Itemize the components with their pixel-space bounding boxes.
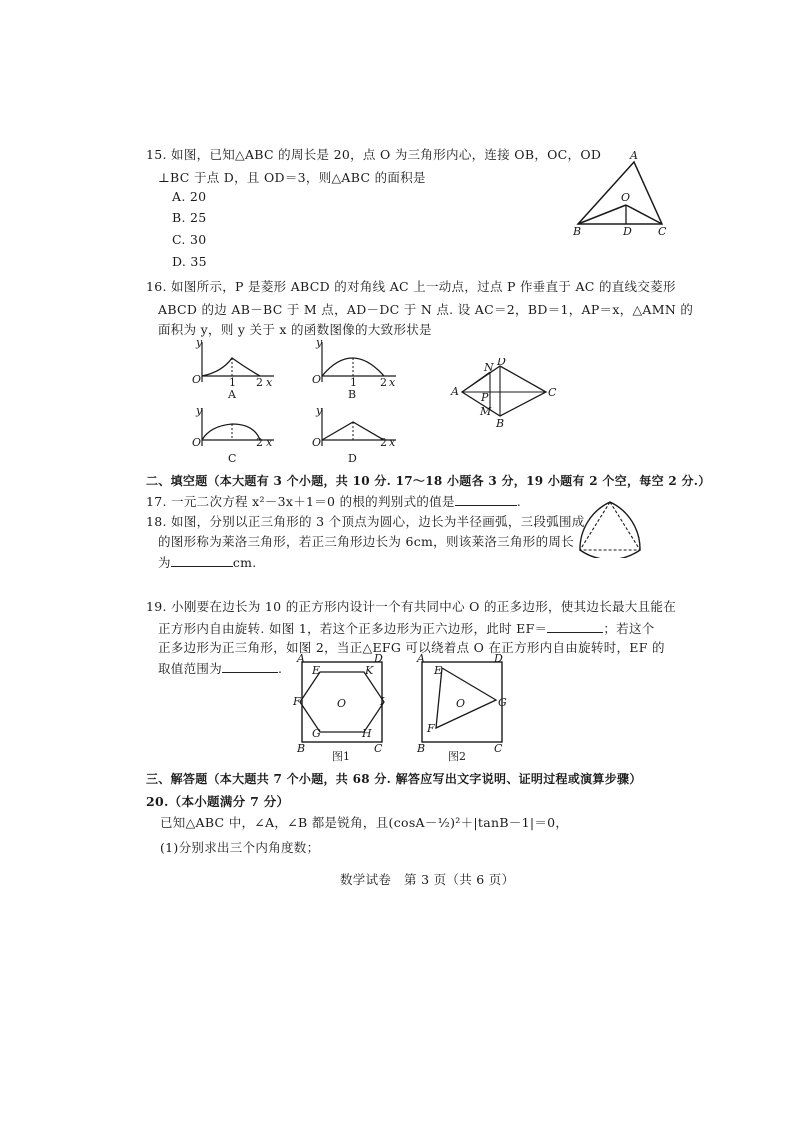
section2-heading: 二、填空题（本大题有 3 个小题，共 10 分. 17～18 小题各 3 分，19 小题有 2 个空，每空 2 分.） (146, 474, 711, 488)
q15-label-a: A (630, 149, 638, 162)
q19-line2-prefix: 正方形内自由旋转. 如图 1，若这个正多边形为正六边形，此时 EF＝ (158, 621, 548, 636)
q19-answer-blank-1[interactable] (547, 620, 603, 633)
q16-graph-d (308, 404, 403, 466)
q15-line2: ⊥BC 于点 D，且 OD＝3，则△ABC 的面积是 (158, 170, 426, 185)
svg-text:K: K (365, 664, 374, 677)
svg-text:y: y (316, 338, 323, 349)
svg-text:C: C (374, 742, 383, 755)
svg-text:1: 1 (350, 376, 357, 389)
svg-text:2: 2 (256, 376, 263, 389)
svg-text:2: 2 (256, 436, 263, 449)
svg-text:O: O (192, 373, 202, 386)
svg-text:D: D (494, 652, 503, 665)
q16-graph-b (308, 338, 403, 400)
svg-text:F: F (293, 695, 301, 708)
q19-line4-prefix: 取值范围为 (158, 661, 223, 676)
q15-option-a: A. 20 (172, 189, 207, 204)
q16-line1: 16. 如图所示，P 是菱形 ABCD 的对角线 AC 上一动点，过点 P 作垂直于 AC 的直线交菱形 (146, 279, 676, 294)
svg-text:y: y (196, 404, 203, 417)
q19-line1: 19. 小刚要在边长为 10 的正方形内设计一个有共同中心 O 的正多边形，使其边长最大且能在 (146, 599, 677, 614)
svg-text:O: O (312, 436, 322, 449)
q18-line3-suffix: cm. (232, 555, 257, 570)
q15-label-d: D (623, 225, 632, 238)
q16-choice-a: A (228, 388, 236, 400)
q17-answer-blank[interactable] (455, 493, 517, 506)
svg-text:C: C (494, 742, 503, 755)
q15-line1: 15. 如图，已知△ABC 的周长是 20，点 O 为三角形内心，连接 OB，OC，OD (146, 147, 602, 162)
svg-text:I: I (380, 695, 385, 708)
svg-text:A: A (417, 652, 425, 665)
q19-fig1-caption: 图1 (332, 750, 350, 762)
q16-choice-b: B (348, 388, 357, 400)
svg-text:E: E (434, 664, 443, 677)
q15-option-c: C. 30 (172, 232, 207, 247)
svg-text:2: 2 (380, 436, 387, 449)
svg-text:B: B (297, 742, 306, 755)
q20-stem: 已知△ABC 中，∠A，∠B 都是锐角，且(cosA－½)²＋|tanB－1|＝0， (160, 815, 569, 830)
q16-choice-c: C (228, 452, 237, 465)
q16-choice-d: D (348, 452, 357, 465)
svg-text:O: O (312, 373, 322, 386)
section3-heading: 三、解答题（本大题共 7 个小题，共 68 分. 解答应写出文字说明、证明过程或演算步骤） (146, 772, 642, 786)
q15-label-o: O (621, 191, 631, 204)
svg-text:O: O (456, 697, 466, 710)
svg-text:O: O (192, 436, 202, 449)
svg-text:x: x (266, 376, 273, 389)
svg-text:x: x (389, 376, 396, 389)
q19-line3: 正多边形为正三角形，如图 2，当正△EFG 可以绕着点 O 在正方形内自由旋转时，EF 的 (158, 640, 665, 655)
q19-figure-1 (292, 652, 392, 762)
q16-graph-c (188, 404, 278, 466)
svg-text:F: F (427, 722, 435, 735)
q18-answer-blank[interactable] (171, 554, 233, 567)
q15-label-c: C (658, 225, 667, 238)
svg-text:C: C (548, 386, 557, 399)
q16-line3: 面积为 y，则 y 关于 x 的函数图像的大致形状是 (158, 322, 432, 337)
q18-line2: 的图形称为莱洛三角形，若正三角形边长为 6cm，则该莱洛三角形的周长 (158, 534, 574, 549)
svg-text:1: 1 (229, 376, 236, 389)
svg-text:N: N (484, 361, 494, 374)
q15-option-d: D. 35 (172, 254, 207, 269)
svg-text:x: x (266, 436, 273, 449)
svg-text:M: M (480, 405, 492, 418)
svg-text:O: O (337, 697, 347, 710)
q15-label-b: B (573, 225, 582, 238)
svg-text:E: E (312, 664, 321, 677)
q16-rhombus-figure (448, 358, 558, 428)
q16-line2: ABCD 的边 AB－BC 于 M 点，AD－DC 于 N 点. 设 AC＝2，BD＝1，AP＝x，△AMN 的 (158, 302, 694, 317)
q15-triangle-figure (570, 148, 670, 238)
q18-reuleaux-figure (570, 496, 650, 558)
svg-text:H: H (362, 727, 372, 740)
q18-line3-prefix: 为 (158, 555, 171, 570)
q20-heading: 20.（本小题满分 7 分） (146, 794, 290, 809)
svg-text:D: D (497, 358, 506, 368)
svg-text:A: A (297, 652, 305, 665)
q19-line2-suffix: ；若这个 (603, 621, 655, 636)
q16-graph-a (188, 338, 278, 400)
svg-text:D: D (374, 652, 383, 665)
q19-figure-2 (412, 652, 512, 762)
svg-text:G: G (498, 696, 507, 709)
svg-text:2: 2 (380, 376, 387, 389)
svg-text:P: P (481, 391, 489, 404)
svg-text:G: G (312, 727, 321, 740)
q17-text: 17. 一元二次方程 x²－3x＋1＝0 的根的判别式的值是 (146, 494, 455, 509)
q19-fig2-caption: 图2 (448, 750, 466, 762)
svg-text:B: B (496, 417, 505, 428)
svg-text:y: y (196, 338, 203, 349)
svg-text:A: A (451, 385, 459, 398)
svg-text:x: x (389, 436, 396, 449)
q19-answer-blank-2[interactable] (222, 660, 278, 673)
q20-part1: (1)分别求出三个内角度数； (160, 840, 320, 855)
page-footer: 数学试卷 第 3 页（共 6 页） (340, 872, 515, 887)
svg-text:B: B (417, 742, 426, 755)
svg-text:y: y (316, 404, 323, 417)
q15-option-b: B. 25 (172, 210, 207, 225)
q18-line1: 18. 如图，分别以正三角形的 3 个顶点为圆心，边长为半径画弧，三段弧围成 (146, 514, 585, 529)
